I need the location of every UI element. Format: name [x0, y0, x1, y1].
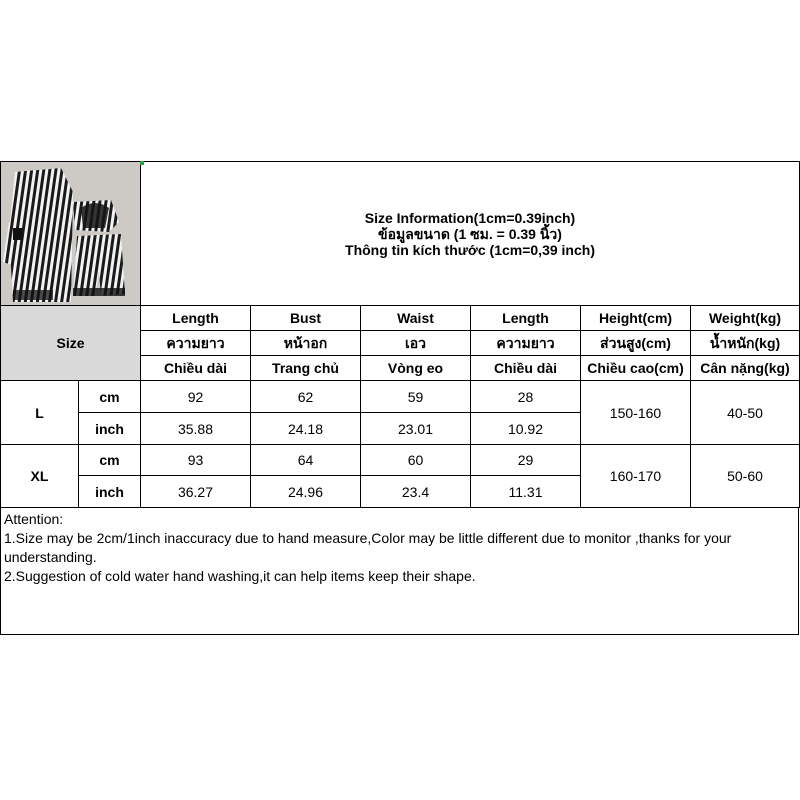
table-cell: 93	[141, 445, 251, 476]
col-header-en: Bust	[251, 306, 361, 331]
col-header-th: หน้าอก	[251, 331, 361, 356]
col-header-en: Length	[141, 306, 251, 331]
weight-range-l: 40-50	[691, 381, 800, 445]
size-info-header	[141, 162, 800, 306]
attention-notes	[0, 507, 799, 635]
col-header-th: ความยาว	[141, 331, 251, 356]
col-header-th: ส่วนสูง(cm)	[581, 331, 691, 356]
table-cell: 59	[361, 381, 471, 413]
unit-inch-label: inch	[79, 476, 141, 508]
table-cell: 24.18	[251, 413, 361, 445]
table-cell: 29	[471, 445, 581, 476]
table-cell: 23.4	[361, 476, 471, 508]
pajama-set-image	[1, 162, 140, 305]
unit-cm-label: cm	[79, 381, 141, 413]
table-cell: 23.01	[361, 413, 471, 445]
attention-title: Attention:	[4, 511, 64, 527]
col-header-vi: Vòng eo	[361, 356, 471, 381]
col-header-vi: Cân nặng(kg)	[691, 356, 800, 381]
table-cell: 35.88	[141, 413, 251, 445]
info-english: Size Information(1cm=0.39inch)	[364, 209, 576, 226]
col-header-en: Waist	[361, 306, 471, 331]
col-header-vi: Trang chủ	[251, 356, 361, 381]
table-cell: 36.27	[141, 476, 251, 508]
col-header-vi: Chiều dài	[471, 356, 581, 381]
col-header-th: เอว	[361, 331, 471, 356]
col-header-th: น้ำหนัก(kg)	[691, 331, 800, 356]
table-cell: 62	[251, 381, 361, 413]
col-header-en: Length	[471, 306, 581, 331]
unit-inch-label: inch	[79, 413, 141, 445]
size-xl-label: XL	[1, 445, 79, 508]
table-cell: 92	[141, 381, 251, 413]
info-vietnamese: Thông tin kích thước (1cm=0,39 inch)	[345, 241, 595, 258]
size-heading: Size	[1, 306, 141, 381]
corner-marker	[140, 161, 144, 165]
table-cell: 10.92	[471, 413, 581, 445]
unit-cm-label: cm	[79, 445, 141, 476]
height-range-l: 150-160	[581, 381, 691, 445]
col-header-en: Weight(kg)	[691, 306, 800, 331]
size-l-label: L	[1, 381, 79, 445]
table-cell: 60	[361, 445, 471, 476]
product-photo	[1, 162, 141, 306]
height-range-xl: 160-170	[581, 445, 691, 508]
col-header-th: ความยาว	[471, 331, 581, 356]
table-cell: 28	[471, 381, 581, 413]
table-cell: 24.96	[251, 476, 361, 508]
info-thai: ข้อมูลขนาด (1 ซม. = 0.39 นิ้ว)	[378, 225, 562, 242]
size-table	[0, 161, 800, 508]
weight-range-xl: 50-60	[691, 445, 800, 508]
table-cell: 11.31	[471, 476, 581, 508]
attention-note-1: 1.Size may be 2cm/1inch inaccuracy due to hand measure,Color may be little different due to monitor ,thanks for your understanding.	[4, 530, 732, 565]
table-cell: 64	[251, 445, 361, 476]
attention-note-2: 2.Suggestion of cold water hand washing,it can help items keep their shape.	[4, 568, 476, 584]
col-header-vi: Chiều dài	[141, 356, 251, 381]
size-chart	[0, 161, 799, 637]
col-header-en: Height(cm)	[581, 306, 691, 331]
col-header-vi: Chiều cao(cm)	[581, 356, 691, 381]
